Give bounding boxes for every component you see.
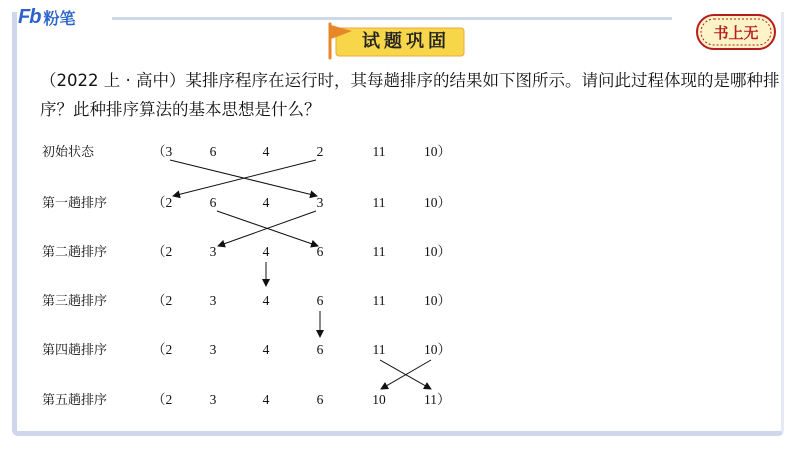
- logo-text: 粉笔: [43, 9, 76, 28]
- row-close-value: 10）: [424, 195, 451, 210]
- row-label: 第二趟排序: [42, 245, 108, 260]
- row-open-value: （2: [152, 244, 173, 259]
- row-cell-value: 10: [372, 392, 386, 407]
- row-cell-value: 3: [209, 244, 217, 259]
- row-cell-value: 6: [209, 144, 217, 159]
- row-cell-value: 3: [209, 293, 217, 308]
- row-cell-value: 3: [316, 195, 324, 210]
- row-cell-value: 11: [372, 144, 386, 159]
- row-label: 第一趟排序: [42, 196, 108, 211]
- row-close-value: 10）: [424, 342, 451, 357]
- row-label: 第五趟排序: [42, 393, 108, 408]
- row-open-value: （2: [152, 195, 173, 210]
- row-cell-value: 4: [262, 244, 270, 259]
- row-cell-value: 11: [372, 293, 386, 308]
- stamp-text: 书上无: [713, 24, 759, 42]
- row-cell-value: 4: [262, 342, 270, 357]
- row-label: 第四趟排序: [42, 343, 108, 358]
- row-label: 初始状态: [42, 145, 95, 160]
- row-cell-value: 6: [316, 342, 324, 357]
- row-cell-value: 6: [209, 195, 217, 210]
- row-open-value: （2: [152, 392, 173, 407]
- row-cell-value: 11: [372, 244, 386, 259]
- question-text: （2022 上 · 高中）某排序程序在运行时，其每趟排序的结果如下图所示。请问此过程体现的是哪种排序？此种排序算法的基本思想是什么？: [40, 71, 780, 119]
- row-cell-value: 4: [262, 293, 270, 308]
- banner-title: 试题巩固: [362, 31, 450, 52]
- row-cell-value: 11: [372, 195, 386, 210]
- row-close-value: 11）: [424, 392, 451, 407]
- row-cell-value: 6: [316, 392, 324, 407]
- row-cell-value: 4: [262, 195, 270, 210]
- row-cell-value: 3: [209, 342, 217, 357]
- row-close-value: 10）: [424, 144, 451, 159]
- row-cell-value: 4: [262, 144, 270, 159]
- row-open-value: （2: [152, 293, 173, 308]
- row-cell-value: 4: [262, 392, 270, 407]
- row-label: 第三趟排序: [42, 294, 108, 309]
- row-cell-value: 6: [316, 293, 324, 308]
- row-close-value: 10）: [424, 293, 451, 308]
- row-open-value: （2: [152, 342, 173, 357]
- row-open-value: （3: [152, 144, 173, 159]
- row-cell-value: 2: [316, 144, 324, 159]
- row-cell-value: 11: [372, 342, 386, 357]
- logo-mark: Fb: [18, 6, 41, 28]
- row-cell-value: 3: [209, 392, 217, 407]
- row-close-value: 10）: [424, 244, 451, 259]
- row-cell-value: 6: [316, 244, 324, 259]
